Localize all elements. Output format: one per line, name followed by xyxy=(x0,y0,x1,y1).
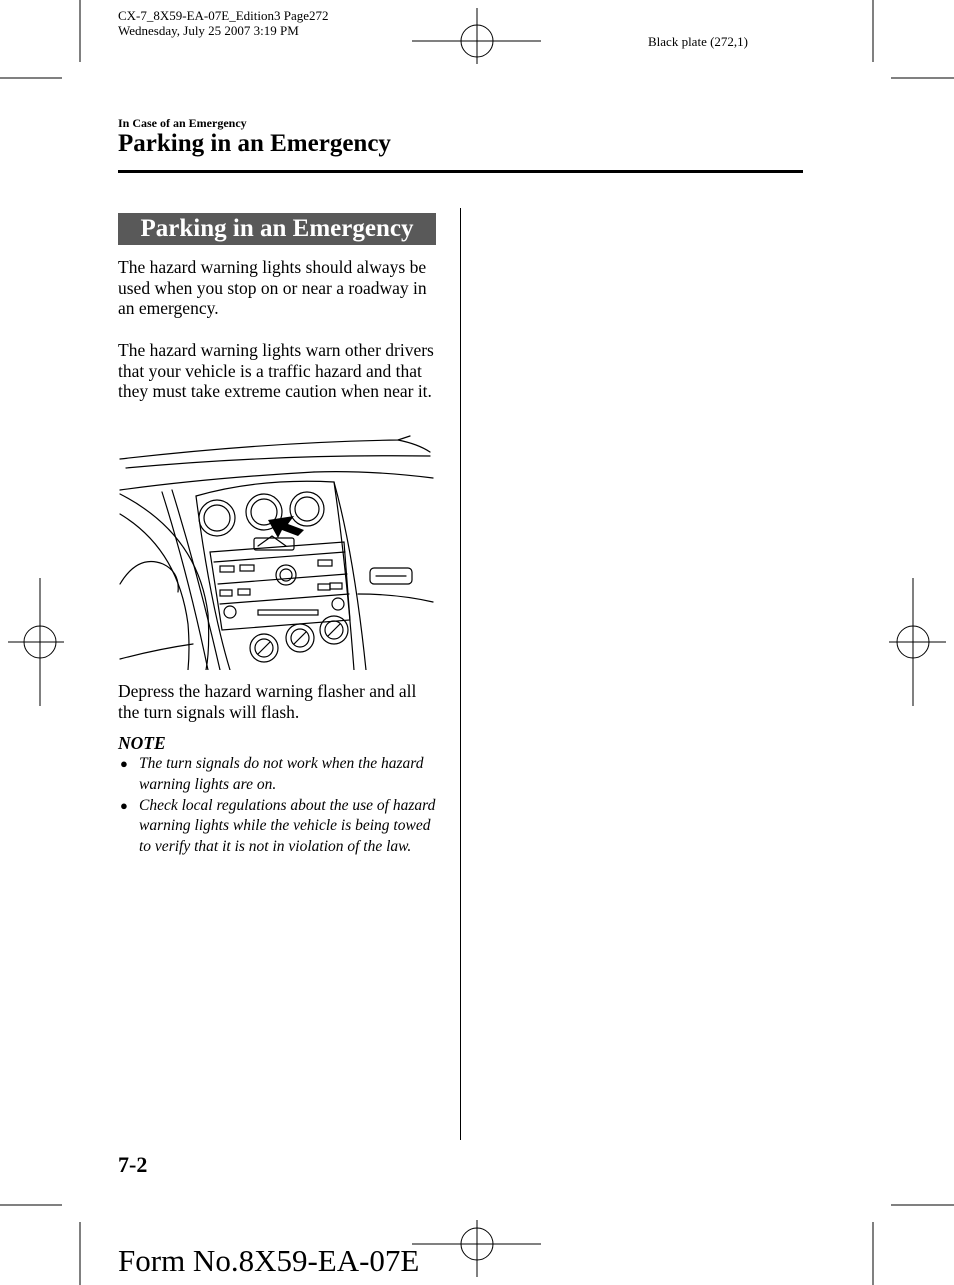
note-label: NOTE xyxy=(118,733,166,753)
paragraph-2: The hazard warning lights warn other drivers that your vehicle is a traffic hazard and that they must take extreme caution when near it. xyxy=(118,340,434,402)
section-label: In Case of an Emergency xyxy=(118,116,247,130)
paragraph-3: Depress the hazard warning flasher and all the turn signals will flash. xyxy=(118,681,417,722)
print-info-line2: Wednesday, July 25 2007 3:19 PM xyxy=(118,23,299,38)
note-list xyxy=(118,754,438,858)
print-info xyxy=(118,8,329,38)
registration-mark-left xyxy=(8,578,64,706)
print-info-line1: CX-7_8X59-EA-07E_Edition3 Page272 xyxy=(118,8,329,23)
pointing-arrow-icon xyxy=(268,516,304,538)
dashboard-hazard-switch-illustration xyxy=(118,434,438,670)
bullet-icon: ● xyxy=(120,797,128,813)
page-number: 7-2 xyxy=(118,1152,148,1177)
form-number: Form No.8X59-EA-07E xyxy=(118,1243,420,1278)
bullet-icon: ● xyxy=(120,756,128,771)
registration-mark-top xyxy=(412,8,541,64)
plate-info: Black plate (272,1) xyxy=(648,34,748,49)
heading-rule xyxy=(118,170,803,173)
registration-mark-bottom xyxy=(412,1220,541,1277)
note-item-text: The turn signals do not work when the hazard warning lights are on. xyxy=(139,755,424,793)
note-item-text: Check local regulations about the use of hazard warning lights while the vehicle is being towed to verify that it is not in violation of the law. xyxy=(139,796,436,856)
list-item xyxy=(118,754,438,796)
boxed-section-title: Parking in an Emergency xyxy=(118,213,436,245)
column-divider xyxy=(460,208,461,1140)
list-item xyxy=(118,796,438,858)
paragraph-1: The hazard warning lights should always be used when you stop on or near a roadway in an emergency. xyxy=(118,257,427,319)
page-heading: Parking in an Emergency xyxy=(118,130,391,157)
registration-mark-right xyxy=(889,578,946,706)
